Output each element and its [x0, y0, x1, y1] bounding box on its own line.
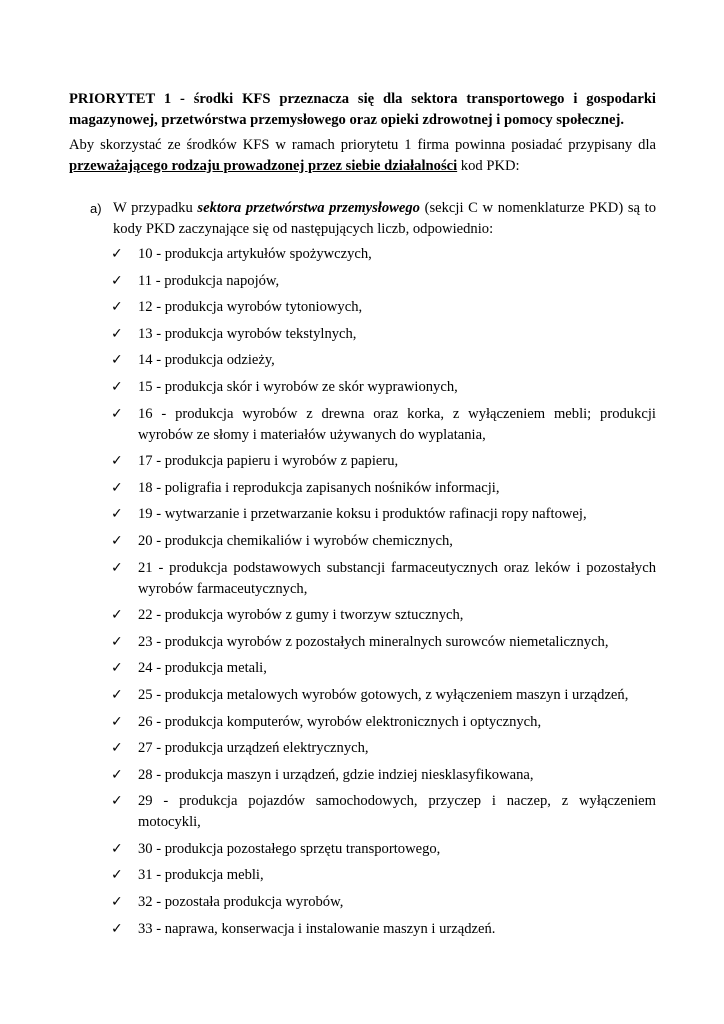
list-item — [111, 350, 656, 371]
list-item — [111, 324, 656, 345]
list-item — [111, 865, 656, 886]
list-item — [111, 377, 656, 398]
list-item-text: 26 - produkcja komputerów, wyrobów elektronicznych i optycznych, — [138, 713, 542, 730]
list-item-text: 30 - produkcja pozostałego sprzętu transportowego, — [138, 840, 441, 857]
list-item — [111, 658, 656, 679]
list-item-text: 18 - poligrafia i reprodukcja zapisanych nośników informacji, — [138, 479, 500, 496]
check-mark-icon: ✓ — [111, 660, 123, 677]
check-mark-icon: ✓ — [111, 894, 123, 911]
list-item — [111, 451, 656, 472]
list-item — [111, 892, 656, 913]
check-mark-icon: ✓ — [111, 686, 123, 703]
intro-text-before: Aby skorzystać ze środków KFS w ramach priorytetu 1 firma powinna posiadać przypisany dla — [69, 137, 656, 153]
check-mark-icon: ✓ — [111, 633, 123, 650]
list-item — [111, 791, 656, 833]
intro-underlined-text: przeważającego rodzaju prowadzonej przez siebie działalności — [69, 158, 458, 174]
list-item-text: 16 - produkcja wyrobów z drewna oraz korka, z wyłączeniem mebli; produkcji wyrobów ze słomy i materiałów używanych do wyplatania, — [138, 405, 656, 443]
section-a-text — [113, 198, 656, 240]
list-item-text: 22 - produkcja wyrobów z gumy i tworzyw sztucznych, — [138, 607, 464, 624]
check-mark-icon: ✓ — [111, 840, 123, 857]
check-mark-icon: ✓ — [111, 740, 123, 757]
list-item — [111, 765, 656, 786]
check-mark-icon: ✓ — [111, 479, 123, 496]
intro-text-after: kod PKD: — [457, 158, 520, 174]
list-item — [111, 738, 656, 759]
check-mark-icon: ✓ — [111, 793, 123, 810]
list-item-text: 19 - wytwarzanie i przetwarzanie koksu i produktów rafinacji ropy naftowej, — [138, 506, 587, 523]
list-item — [111, 712, 656, 733]
list-item — [111, 478, 656, 499]
check-mark-icon: ✓ — [111, 559, 123, 576]
list-item-text: 17 - produkcja papieru i wyrobów z papieru, — [138, 453, 399, 470]
list-item — [111, 685, 656, 706]
section-a-marker: a) — [90, 201, 102, 216]
section-a-emphasis: sektora przetwórstwa przemysłowego — [197, 200, 420, 216]
list-item — [111, 404, 656, 446]
list-item — [111, 504, 656, 525]
list-item-text: 33 - naprawa, konserwacja i instalowanie maszyn i urządzeń. — [138, 920, 496, 937]
check-mark-icon: ✓ — [111, 405, 123, 422]
priority-heading: PRIORYTET 1 - środki KFS przeznacza się dla sektora transportowego i gospodarki magazynowej, przetwórstwa przemysłowego oraz opieki zdrowotnej i pomocy społecznej. — [69, 91, 656, 128]
list-item-text: 12 - produkcja wyrobów tytoniowych, — [138, 299, 363, 316]
check-mark-icon: ✓ — [111, 453, 123, 470]
section-a-text-after: (sekcji C w nomenklaturze PKD) są to kody PKD zaczynające się od następujących liczb, odpowiednio: — [113, 200, 656, 237]
check-mark-icon: ✓ — [111, 766, 123, 783]
list-item — [111, 558, 656, 600]
list-item-text: 29 - produkcja pojazdów samochodowych, przyczep i naczep, z wyłączeniem motocykli, — [138, 793, 656, 831]
list-item-text: 25 - produkcja metalowych wyrobów gotowych, z wyłączeniem maszyn i urządzeń, — [138, 686, 629, 703]
list-item-text: 23 - produkcja wyrobów z pozostałych mineralnych surowców niemetalicznych, — [138, 633, 609, 650]
check-mark-icon: ✓ — [111, 920, 123, 937]
list-item-text: 20 - produkcja chemikaliów i wyrobów chemicznych, — [138, 532, 453, 549]
list-item-text: 31 - produkcja mebli, — [138, 867, 264, 884]
list-item-text: 14 - produkcja odzieży, — [138, 352, 275, 369]
pkd-code-list — [111, 244, 656, 945]
list-item — [111, 297, 656, 318]
list-item-text: 27 - produkcja urządzeń elektrycznych, — [138, 740, 369, 757]
section-a-text-before: W przypadku — [113, 200, 198, 216]
list-item — [111, 839, 656, 860]
list-item — [111, 271, 656, 292]
check-mark-icon: ✓ — [111, 532, 123, 549]
check-mark-icon: ✓ — [111, 378, 123, 395]
section-a — [90, 198, 656, 240]
list-item — [111, 632, 656, 653]
check-mark-icon: ✓ — [111, 713, 123, 730]
check-mark-icon: ✓ — [111, 299, 123, 316]
list-item-text: 13 - produkcja wyrobów tekstylnych, — [138, 325, 357, 342]
list-item-text: 11 - produkcja napojów, — [138, 272, 280, 289]
list-item-text: 24 - produkcja metali, — [138, 660, 267, 677]
list-item-text: 10 - produkcja artykułów spożywczych, — [138, 246, 372, 262]
check-mark-icon: ✓ — [111, 867, 123, 884]
list-item-text: 15 - produkcja skór i wyrobów ze skór wyprawionych, — [138, 378, 458, 395]
list-item-text: 32 - pozostała produkcja wyrobów, — [138, 894, 344, 911]
check-mark-icon: ✓ — [111, 246, 123, 262]
check-mark-icon: ✓ — [111, 506, 123, 523]
list-item-text: 21 - produkcja podstawowych substancji farmaceutycznych oraz leków i pozostałych wyrobów farmaceutycznych, — [138, 559, 656, 597]
list-item — [111, 605, 656, 626]
check-mark-icon: ✓ — [111, 272, 123, 289]
intro-paragraph — [69, 135, 656, 177]
list-item — [111, 244, 656, 265]
check-mark-icon: ✓ — [111, 352, 123, 369]
check-mark-icon: ✓ — [111, 325, 123, 342]
list-item — [111, 531, 656, 552]
list-item-text: 28 - produkcja maszyn i urządzeń, gdzie indziej niesklasyfikowana, — [138, 766, 534, 783]
check-mark-icon: ✓ — [111, 607, 123, 624]
list-item — [111, 919, 656, 940]
